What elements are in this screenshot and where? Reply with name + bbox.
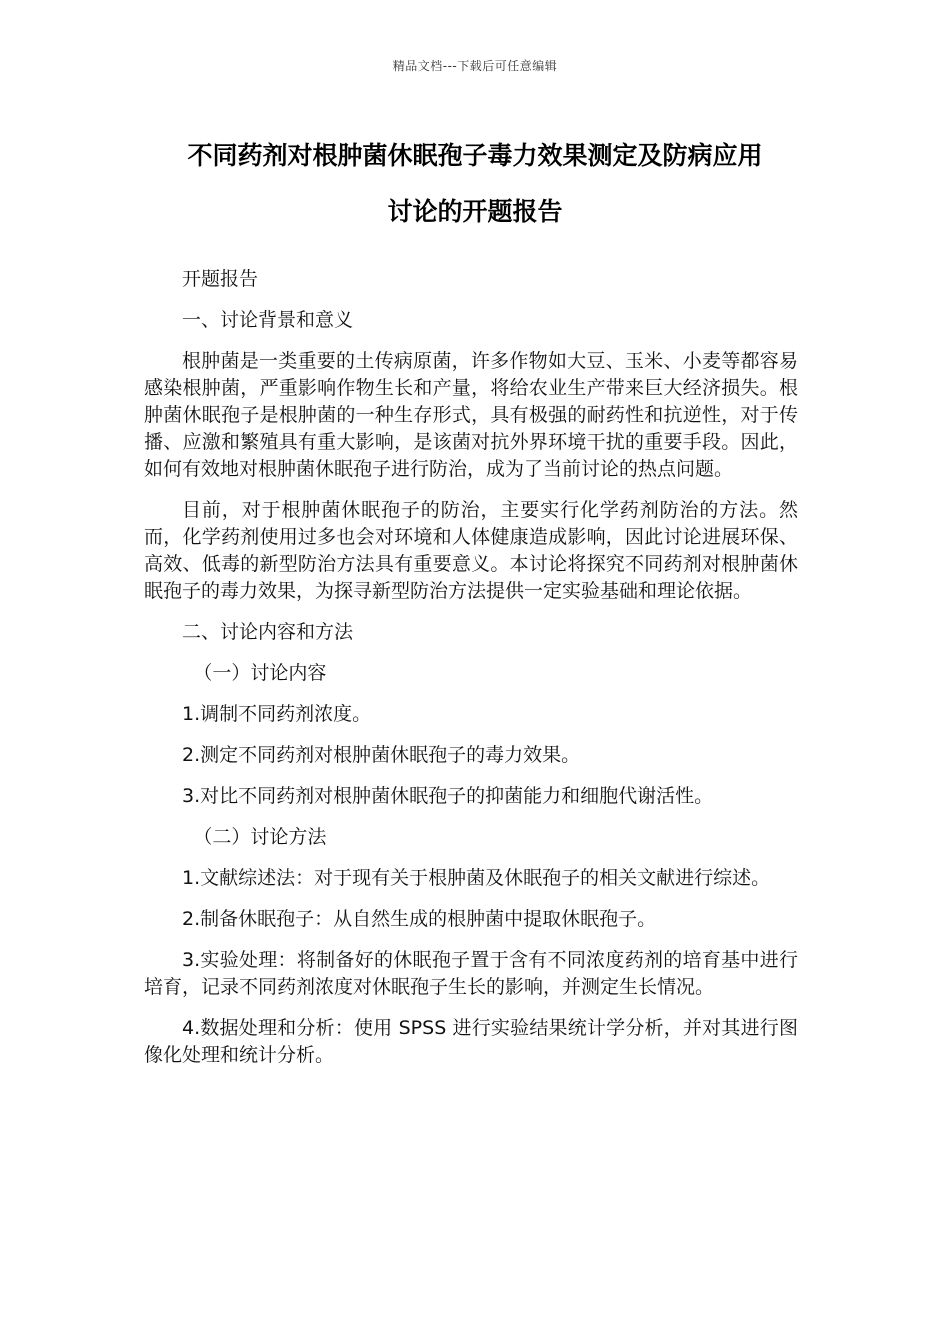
section-heading-background: 一、讨论背景和意义 bbox=[182, 309, 354, 331]
subheading-content: （一）讨论内容 bbox=[193, 662, 327, 684]
list-item-content-2: 2.测定不同药剂对根肿菌休眠孢子的毒力效果。 bbox=[182, 744, 581, 766]
list-item-method-2: 2.制备休眠孢子：从自然生成的根肿菌中提取休眠孢子。 bbox=[182, 908, 657, 930]
list-item-method-3: 3.实验处理：将制备好的休眠孢子置于含有不同浓度药剂的培育基中进行培育，记录不同药剂浓度对休眠孢子生长的影响，并测定生长情况。 bbox=[144, 949, 798, 998]
paragraph-current-methods: 目前，对于根肿菌休眠孢子的防治，主要实行化学药剂防治的方法。然而，化学药剂使用过多也会对环境和人体健康造成影响，因此讨论进展环保、高效、低毒的新型防治方法具有重要意义。本讨论将探究不同药剂对根肿菌休眠孢子的毒力效果，为探寻新型防治方法提供一定实验基础和理论依据。 bbox=[144, 499, 798, 602]
section-heading-content-methods: 二、讨论内容和方法 bbox=[182, 621, 354, 643]
list-item-method-4: 4.数据处理和分析：使用 SPSS 进行实验结果统计学分析，并对其进行图像化处理和统计分析。 bbox=[144, 1017, 798, 1066]
list-item-method-1: 1.文献综述法：对于现有关于根肿菌及休眠孢子的相关文献进行综述。 bbox=[182, 867, 771, 889]
heading-report: 开题报告 bbox=[182, 268, 259, 290]
paragraph-background: 根肿菌是一类重要的土传病原菌，许多作物如大豆、玉米、小麦等都容易感染根肿菌，严重影响作物生长和产量，将给农业生产带来巨大经济损失。根肿菌休眠孢子是根肿菌的一种生存形式，具有极强的耐药性和抗逆性，对于传播、应激和繁殖具有重大影响，是该菌对抗外界环境干扰的重要手段。因此，如何有效地对根肿菌休眠孢子进行防治，成为了当前讨论的热点问题。 bbox=[144, 350, 798, 480]
list-item-content-3: 3.对比不同药剂对根肿菌休眠孢子的抑菌能力和细胞代谢活性。 bbox=[182, 785, 714, 807]
title-line-2: 讨论的开题报告 bbox=[387, 197, 563, 226]
document-body bbox=[144, 266, 798, 1083]
title-line-1: 不同药剂对根肿菌休眠孢子毒力效果测定及防病应用 bbox=[187, 141, 763, 170]
header-watermark: 精品文档---下载后可任意编辑 bbox=[392, 59, 558, 73]
document-title bbox=[130, 128, 820, 240]
subheading-methods: （二）讨论方法 bbox=[193, 826, 327, 848]
list-item-content-1: 1.调制不同药剂浓度。 bbox=[182, 703, 372, 725]
